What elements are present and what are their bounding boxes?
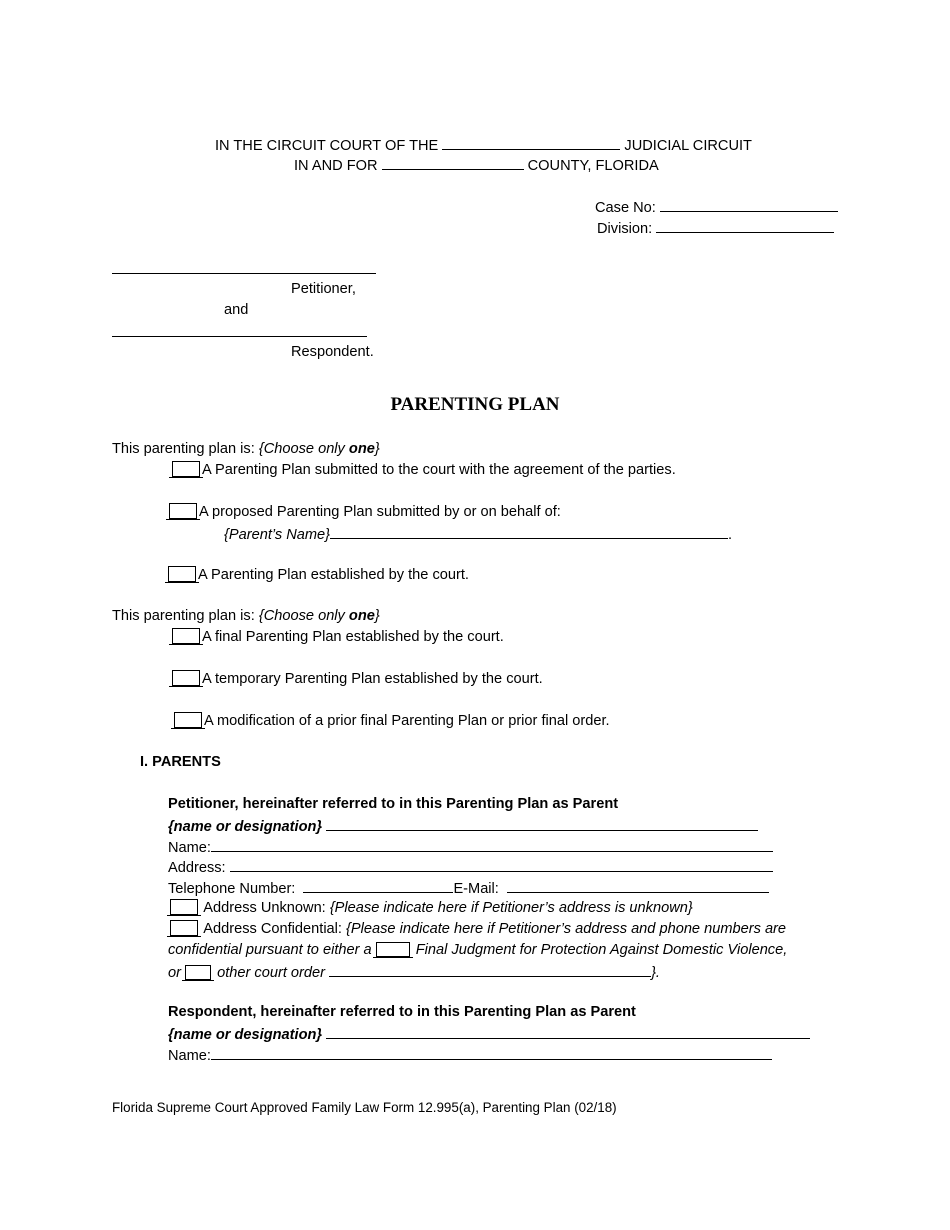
respondent-heading: Respondent, hereinafter referred to in this Parenting Plan as Parent xyxy=(168,1004,636,1020)
final-plan-checkbox[interactable] xyxy=(172,628,200,644)
petitioner-telephone-field[interactable] xyxy=(303,878,453,893)
plan-type-2-intro: This parenting plan is: {Choose only one} xyxy=(112,608,380,624)
address-unknown-checkbox[interactable] xyxy=(170,899,198,915)
respondent-designation-blank[interactable] xyxy=(326,1024,810,1039)
option-final: A final Parenting Plan established by the court. xyxy=(172,628,504,646)
proposed-checkbox[interactable] xyxy=(169,503,197,519)
court-established-checkbox[interactable] xyxy=(168,566,196,582)
division-blank[interactable] xyxy=(656,218,834,233)
petitioner-designation-line: {name or designation} xyxy=(168,816,758,836)
respondent-name-blank[interactable] xyxy=(112,322,367,337)
petitioner-name-line xyxy=(112,259,376,279)
county-blank[interactable] xyxy=(382,155,524,170)
option-court: A Parenting Plan established by the court. xyxy=(168,566,469,584)
petitioner-name-field[interactable] xyxy=(211,837,773,852)
dv-judgment-checkbox[interactable] xyxy=(376,942,410,957)
petitioner-designation-blank[interactable] xyxy=(326,816,758,831)
petitioner-email-field[interactable] xyxy=(507,878,769,893)
address-confidential-checkbox[interactable] xyxy=(170,920,198,936)
footer: Florida Supreme Court Approved Family Law Form 12.995(a), Parenting Plan (02/18) xyxy=(112,1100,617,1115)
other-order-checkbox[interactable] xyxy=(185,965,211,980)
parent-name-line: {Parent’s Name} . xyxy=(224,524,732,544)
circuit-blank[interactable] xyxy=(442,135,620,150)
respondent-name-field[interactable] xyxy=(211,1045,772,1060)
respondent-label: Respondent. xyxy=(291,344,374,360)
petitioner-label: Petitioner, xyxy=(291,281,356,297)
temporary-plan-checkbox[interactable] xyxy=(172,670,200,686)
confidential-note-line-2: confidential pursuant to either a Final Judgment for Protection Against Domestic Violence, xyxy=(168,942,788,958)
petitioner-name-blank[interactable] xyxy=(112,259,376,274)
and-label: and xyxy=(224,302,249,318)
petitioner-name-field-line: Name: xyxy=(168,837,773,857)
parent-name-blank[interactable] xyxy=(330,524,728,539)
agreement-checkbox[interactable] xyxy=(172,461,200,477)
plan-type-1-intro: This parenting plan is: {Choose only one} xyxy=(112,441,380,457)
option-modification: A modification of a prior final Parenting Plan or prior final order. xyxy=(174,712,610,730)
option-agreement: A Parenting Plan submitted to the court with the agreement of the parties. xyxy=(172,461,676,479)
respondent-designation-line: {name or designation} xyxy=(168,1024,810,1044)
petitioner-heading: Petitioner, hereinafter referred to in this Parenting Plan as Parent xyxy=(168,796,619,812)
case-no-blank[interactable] xyxy=(660,197,838,212)
case-no-line: Case No: xyxy=(595,197,838,217)
address-unknown-line: Address Unknown: {Please indicate here if Petitioner’s address is unknown} xyxy=(170,899,693,917)
respondent-name-field-line: Name: xyxy=(168,1045,772,1065)
other-order-blank[interactable] xyxy=(329,962,651,977)
county-line: IN AND FOR COUNTY, FLORIDA xyxy=(294,155,659,175)
respondent-name-line xyxy=(112,322,367,342)
section-parents-heading: I. PARENTS xyxy=(140,754,221,770)
address-confidential-line: Address Confidential: {Please indicate here if Petitioner’s address and phone numbers are xyxy=(170,920,786,938)
option-temporary: A temporary Parenting Plan established by the court. xyxy=(172,670,543,688)
court-line: IN THE CIRCUIT COURT OF THE JUDICIAL CIRCUIT xyxy=(215,135,752,155)
petitioner-contact-line: Telephone Number: E-Mail: xyxy=(168,878,769,898)
page-title: PARENTING PLAN xyxy=(390,394,560,415)
option-proposed: A proposed Parenting Plan submitted by or on behalf of: xyxy=(169,503,561,521)
modification-checkbox[interactable] xyxy=(174,712,202,728)
confidential-note-line-3: or other court order }. xyxy=(168,962,660,982)
petitioner-address-field[interactable] xyxy=(230,857,773,872)
division-line: Division: xyxy=(597,218,834,238)
petitioner-address-line: Address: xyxy=(168,857,773,877)
